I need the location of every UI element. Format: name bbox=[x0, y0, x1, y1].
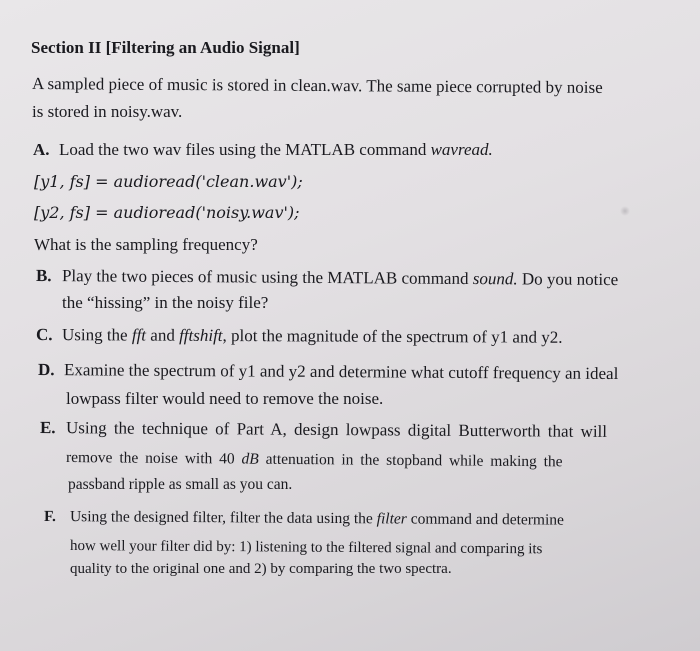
part-e-line-2-suffix: attenuation in the stopband while making the bbox=[258, 450, 563, 471]
code-2-lhs: [y2, fs] bbox=[34, 203, 91, 222]
part-e-text: Using the technique of Part A, design lowpass digital Butterworth that will bbox=[65, 418, 608, 441]
part-a-question: What is the sampling frequency? bbox=[34, 235, 258, 254]
part-f-label: F. bbox=[43, 508, 56, 526]
part-f-line-1 bbox=[44, 507, 564, 531]
part-f-line-2: how well your filter did by: 1) listening to the filtered signal and comparing its bbox=[69, 538, 543, 558]
part-e-line-2 bbox=[66, 448, 563, 472]
part-c-prefix: Using the bbox=[61, 325, 132, 345]
part-c-fftshift: fftshift bbox=[179, 325, 223, 345]
part-e-line-1 bbox=[40, 418, 607, 442]
part-c bbox=[36, 325, 563, 348]
part-f-command: filter bbox=[376, 510, 407, 528]
part-c-suffix: , plot the magnitude of the spectrum of y1 and y2. bbox=[222, 325, 563, 347]
intro-line-1: A sampled piece of music is stored in clean.wav. The same piece corrupted by noise bbox=[31, 74, 603, 97]
part-d-label: D. bbox=[37, 360, 55, 380]
part-b-suffix: Do you notice bbox=[517, 269, 619, 290]
part-c-label: C. bbox=[35, 325, 53, 345]
part-f-prefix: Using the designed filter, filter the data using the bbox=[69, 508, 377, 528]
part-b-line-2: the “hissing” in the noisy file? bbox=[62, 293, 269, 312]
part-a-command: wavread. bbox=[430, 140, 493, 159]
code-line-1 bbox=[34, 172, 303, 192]
part-b-line-1 bbox=[36, 266, 618, 290]
code-1-lhs: [y1, fs] bbox=[34, 172, 91, 191]
part-b-text: Play the two pieces of music using the MATLAB command bbox=[61, 266, 473, 289]
code-1-rhs: audioread('clean.wav'); bbox=[113, 172, 303, 191]
part-a bbox=[33, 140, 493, 160]
part-a-text: Load the two wav files using the MATLAB command bbox=[59, 140, 431, 159]
part-d-line-2: lowpass filter would need to remove the noise. bbox=[66, 389, 384, 408]
part-d-text: Examine the spectrum of y1 and y2 and determine what cutoff frequency an ideal bbox=[63, 360, 619, 384]
part-e-line-3: passband ripple as small as you can. bbox=[68, 476, 293, 493]
intro-line-2: is stored in noisy.wav. bbox=[32, 102, 183, 121]
part-b-command: sound. bbox=[472, 269, 518, 289]
code-1-eq: = bbox=[90, 172, 114, 191]
section-title: Section II [Filtering an Audio Signal] bbox=[31, 38, 300, 57]
smudge-mark bbox=[620, 206, 630, 216]
part-c-fft: fft bbox=[131, 325, 147, 345]
part-e-line-2-prefix: remove the noise with 40 bbox=[65, 449, 242, 468]
code-2-rhs: audioread('noisy.wav'); bbox=[113, 203, 300, 222]
part-f-suffix: command and determine bbox=[406, 510, 565, 529]
part-a-label: A. bbox=[33, 140, 50, 159]
part-d-line-1 bbox=[38, 360, 618, 384]
part-e-label: E. bbox=[39, 418, 56, 438]
part-c-mid: and bbox=[146, 325, 180, 345]
part-b-label: B. bbox=[35, 266, 52, 286]
part-e-unit: dB bbox=[241, 450, 259, 468]
part-f-line-3: quality to the original one and 2) by comparing the two spectra. bbox=[70, 561, 452, 577]
code-2-eq: = bbox=[90, 203, 114, 222]
code-line-2 bbox=[34, 203, 300, 223]
